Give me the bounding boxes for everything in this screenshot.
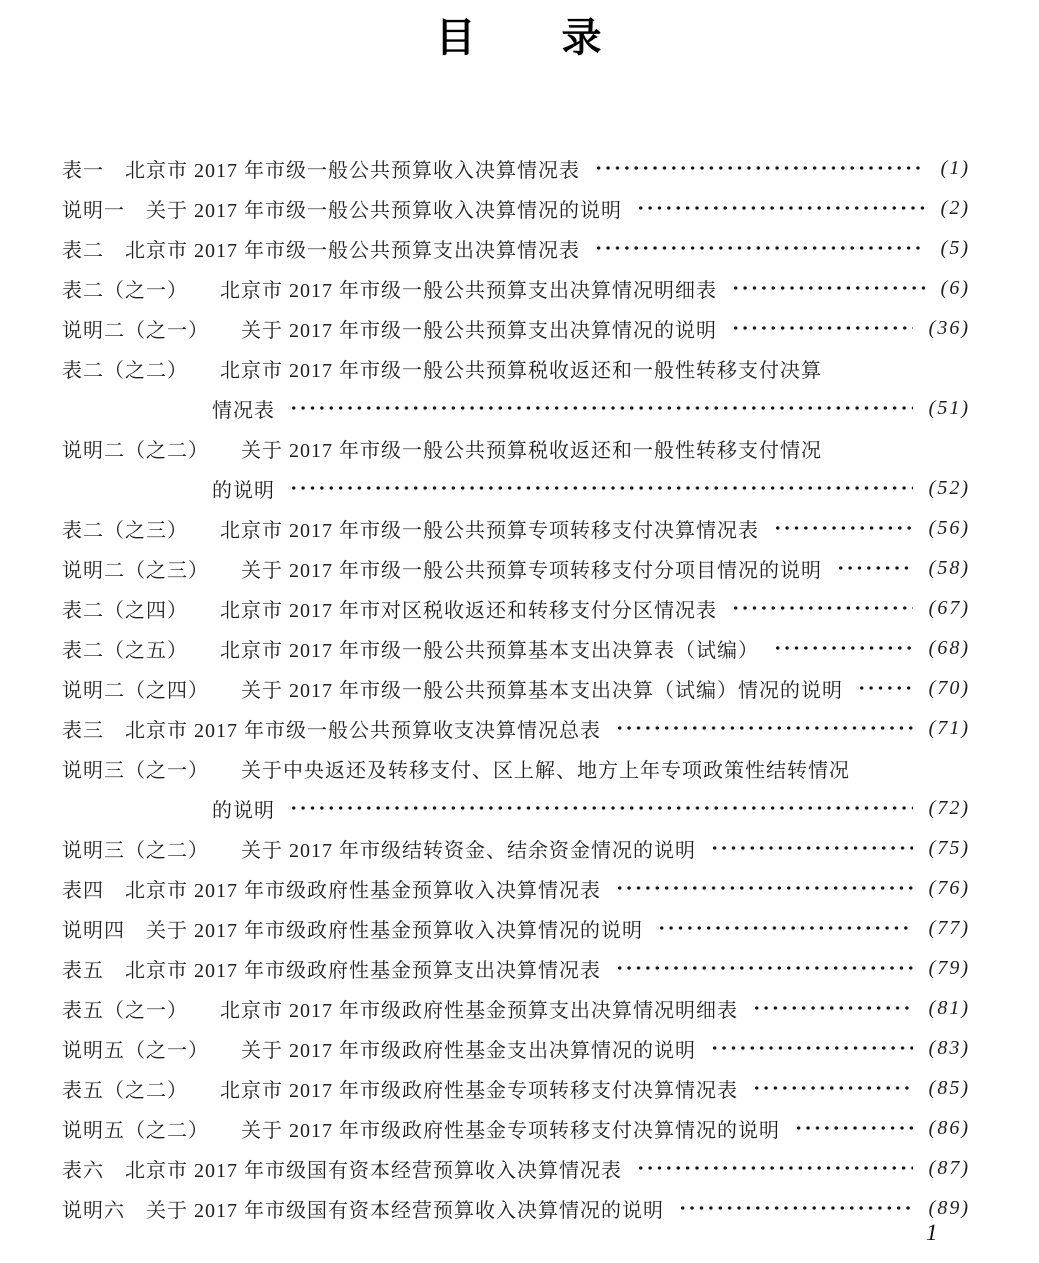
entry-page-number: (89) — [928, 1196, 970, 1219]
toc-entry-text: 表五 北京市 2017 年市级政府性基金预算支出决算情况表 — [62, 959, 601, 982]
toc-entry — [62, 708, 970, 748]
dot-leader — [289, 483, 913, 493]
page-title: 目 录 — [435, 15, 604, 61]
toc-entry — [62, 588, 970, 628]
toc-list — [62, 148, 970, 1228]
entry-page-number: (85) — [928, 1076, 970, 1099]
entry-page-number: (76) — [928, 876, 970, 899]
entry-page-number: (6) — [940, 276, 970, 299]
dot-leader — [636, 1163, 913, 1173]
toc-entry-text: 说明六 关于 2017 年市级国有资本经营预算收入决算情况的说明 — [62, 1199, 664, 1222]
toc-entry-text: 表四 北京市 2017 年市级政府性基金预算收入决算情况表 — [62, 879, 601, 902]
toc-entry — [62, 1028, 970, 1068]
toc-entry — [62, 828, 970, 868]
toc-entry — [62, 188, 970, 228]
dot-leader — [594, 163, 925, 173]
dot-leader — [731, 283, 925, 293]
entry-page-number: (75) — [928, 836, 970, 859]
toc-entry-text: 表二 北京市 2017 年市级一般公共预算支出决算情况表 — [62, 239, 580, 262]
toc-entry-text: 表二（之五） 北京市 2017 年市级一般公共预算基本支出决算表（试编） — [62, 639, 759, 662]
toc-entry-text: 表一 北京市 2017 年市级一般公共预算收入决算情况表 — [62, 159, 580, 182]
toc-entry-continuation-text: 的说明 — [212, 799, 275, 822]
toc-entry — [62, 148, 970, 188]
toc-entry-text: 说明二（之四） 关于 2017 年市级一般公共预算基本支出决算（试编）情况的说明 — [62, 679, 843, 702]
toc-entry — [62, 988, 970, 1028]
toc-entry — [62, 668, 970, 708]
dot-leader — [752, 1003, 913, 1013]
entry-page-number: (51) — [928, 396, 970, 419]
dot-leader — [773, 643, 913, 653]
folio-page-number: 1 — [926, 1220, 938, 1245]
dot-leader — [731, 603, 913, 613]
entry-page-number: (36) — [928, 316, 970, 339]
entry-page-number: (83) — [928, 1036, 970, 1059]
dot-leader — [289, 403, 913, 413]
toc-entry-text: 说明四 关于 2017 年市级政府性基金预算收入决算情况的说明 — [62, 919, 643, 942]
toc-entry — [62, 748, 970, 788]
entry-page-number: (77) — [928, 916, 970, 939]
dot-leader — [752, 1083, 913, 1093]
entry-page-number: (1) — [940, 156, 970, 179]
dot-leader — [836, 563, 913, 573]
entry-page-number: (81) — [928, 996, 970, 1019]
toc-entry — [62, 268, 970, 308]
toc-entry-continuation — [62, 388, 970, 428]
toc-entry-continuation-text: 情况表 — [212, 399, 275, 422]
dot-leader — [657, 923, 913, 933]
toc-entry-text: 表二（之二） 北京市 2017 年市级一般公共预算税收返还和一般性转移支付决算 — [62, 359, 822, 382]
dot-leader — [615, 883, 913, 893]
toc-entry-text: 说明五（之二） 关于 2017 年市级政府性基金专项转移支付决算情况的说明 — [62, 1119, 780, 1142]
toc-entry-text: 表二（之一） 北京市 2017 年市级一般公共预算支出决算情况明细表 — [62, 279, 717, 302]
toc-entry-continuation — [62, 468, 970, 508]
toc-entry-text: 表三 北京市 2017 年市级一般公共预算收支决算情况总表 — [62, 719, 601, 742]
dot-leader — [636, 203, 925, 213]
toc-entry-text: 说明一 关于 2017 年市级一般公共预算收入决算情况的说明 — [62, 199, 622, 222]
entry-page-number: (71) — [928, 716, 970, 739]
toc-entry — [62, 1108, 970, 1148]
toc-entry-text: 说明二（之一） 关于 2017 年市级一般公共预算支出决算情况的说明 — [62, 319, 717, 342]
dot-leader — [710, 1043, 913, 1053]
toc-entry — [62, 348, 970, 388]
toc-entry — [62, 868, 970, 908]
dot-leader — [773, 523, 913, 533]
toc-entry-continuation — [62, 788, 970, 828]
toc-entry-text: 说明二（之三） 关于 2017 年市级一般公共预算专项转移支付分项目情况的说明 — [62, 559, 822, 582]
toc-entry — [62, 628, 970, 668]
dot-leader — [794, 1123, 913, 1133]
toc-entry-text: 说明三（之二） 关于 2017 年市级结转资金、结余资金情况的说明 — [62, 839, 696, 862]
entry-page-number: (70) — [928, 676, 970, 699]
dot-leader — [731, 323, 913, 333]
toc-entry — [62, 548, 970, 588]
toc-entry — [62, 948, 970, 988]
toc-entry-text: 表二（之三） 北京市 2017 年市级一般公共预算专项转移支付决算情况表 — [62, 519, 759, 542]
toc-entry — [62, 508, 970, 548]
entry-page-number: (2) — [940, 196, 970, 219]
toc-entry — [62, 308, 970, 348]
toc-entry — [62, 228, 970, 268]
dot-leader — [678, 1203, 913, 1213]
toc-entry-text: 表五（之一） 北京市 2017 年市级政府性基金预算支出决算情况明细表 — [62, 999, 738, 1022]
toc-entry-text: 说明二（之二） 关于 2017 年市级一般公共预算税收返还和一般性转移支付情况 — [62, 439, 822, 462]
entry-page-number: (79) — [928, 956, 970, 979]
toc-entry — [62, 1148, 970, 1188]
toc-entry-continuation-text: 的说明 — [212, 479, 275, 502]
dot-leader — [594, 243, 925, 253]
entry-page-number: (67) — [928, 596, 970, 619]
toc-entry — [62, 908, 970, 948]
entry-page-number: (56) — [928, 516, 970, 539]
dot-leader — [710, 843, 913, 853]
toc-entry-text: 表六 北京市 2017 年市级国有资本经营预算收入决算情况表 — [62, 1159, 622, 1182]
toc-entry-text: 说明五（之一） 关于 2017 年市级政府性基金支出决算情况的说明 — [62, 1039, 696, 1062]
toc-entry-text: 表五（之二） 北京市 2017 年市级政府性基金专项转移支付决算情况表 — [62, 1079, 738, 1102]
toc-entry — [62, 1188, 970, 1228]
toc-entry — [62, 1068, 970, 1108]
dot-leader — [289, 803, 913, 813]
toc-entry — [62, 428, 970, 468]
entry-page-number: (5) — [940, 236, 970, 259]
entry-page-number: (58) — [928, 556, 970, 579]
toc-entry-text: 表二（之四） 北京市 2017 年市对区税收返还和转移支付分区情况表 — [62, 599, 717, 622]
dot-leader — [857, 683, 913, 693]
entry-page-number: (86) — [928, 1116, 970, 1139]
entry-page-number: (68) — [928, 636, 970, 659]
entry-page-number: (52) — [928, 476, 970, 499]
entry-page-number: (87) — [928, 1156, 970, 1179]
entry-page-number: (72) — [928, 796, 970, 819]
dot-leader — [615, 723, 913, 733]
dot-leader — [615, 963, 913, 973]
toc-entry-text: 说明三（之一） 关于中央返还及转移支付、区上解、地方上年专项政策性结转情况 — [62, 759, 850, 782]
